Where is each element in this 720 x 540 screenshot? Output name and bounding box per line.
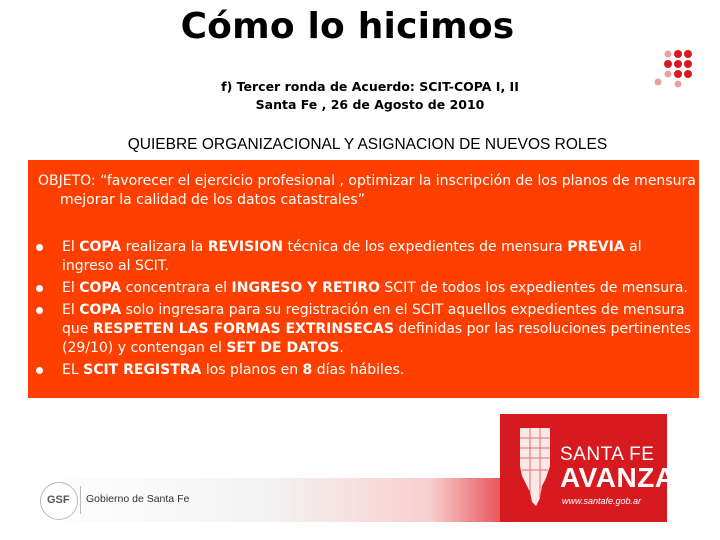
gobierno-label: Gobierno de Santa Fe bbox=[86, 493, 190, 505]
content-panel bbox=[28, 160, 709, 398]
bullet-text-segment: COPA bbox=[79, 239, 122, 255]
bullet-dot-icon bbox=[36, 244, 43, 251]
bullet-text-segment: EL bbox=[62, 362, 84, 378]
bullet-text-segment: definidas por las resoluciones pertinentes (29/10) y contengan el bbox=[62, 321, 691, 356]
objetivo-text: OBJETO: “favorecer el ejercicio profesional , optimizar la inscripción de los planos de mensura y mejorar la calidad de los datos catastrales” bbox=[38, 173, 709, 208]
santa-fe-avanza-logo bbox=[500, 414, 676, 522]
footer-divider bbox=[80, 486, 81, 514]
bullet-text-segment: . bbox=[339, 340, 344, 356]
bullet-text-segment: días hábiles. bbox=[312, 362, 405, 378]
gsf-emblem bbox=[40, 482, 78, 520]
bullet-text-segment: los planos en bbox=[201, 362, 303, 378]
bullet-dot-icon bbox=[36, 367, 43, 374]
bullet-text-segment: El bbox=[62, 239, 80, 255]
bullet-dot-icon bbox=[36, 307, 43, 314]
bullet-text-segment: SCIT de todos los expedientes de mensura. bbox=[379, 280, 688, 296]
bullet-text-segment: REVISION bbox=[207, 239, 284, 255]
bullet-text-segment: realizara la bbox=[121, 239, 208, 255]
bullet-text-segment: SCIT REGISTRA bbox=[83, 362, 202, 378]
bullet-text-segment: SET DE DATOS bbox=[226, 340, 340, 356]
page-title: Cómo lo hicimos bbox=[180, 6, 515, 47]
bullet-text-segment: 8 bbox=[302, 362, 313, 378]
brand-line-2: AVANZA bbox=[560, 462, 676, 493]
bullet-text-segment: El bbox=[62, 302, 80, 318]
bullet-item bbox=[36, 279, 692, 298]
bullet-text-segment: El bbox=[62, 280, 80, 296]
section-heading: QUIEBRE ORGANIZACIONAL Y ASIGNACION DE NUEVOS ROLES bbox=[127, 136, 608, 153]
brand-url: www.santafe.gob.ar bbox=[562, 496, 642, 506]
subtitle-line-2: Santa Fe , 26 de Agosto de 2010 bbox=[255, 97, 485, 112]
bullet-text-segment: técnica de los expedientes de mensura bbox=[283, 239, 568, 255]
subtitle-line-1: f) Tercer ronda de Acuerdo: SCIT-COPA I, II bbox=[221, 79, 519, 94]
dots-logo-icon bbox=[650, 48, 710, 98]
brand-line-1: SANTA FE bbox=[560, 444, 655, 465]
province-map-icon bbox=[516, 426, 554, 508]
bullet-text-segment: PREVIA bbox=[567, 239, 625, 255]
bullet-item bbox=[36, 361, 692, 380]
agreement-subtitle bbox=[200, 78, 540, 114]
bullet-text-segment: COPA bbox=[79, 302, 122, 318]
bullet-item bbox=[36, 238, 692, 276]
bullet-item bbox=[36, 301, 692, 358]
bullet-text-segment: concentrara el bbox=[121, 280, 232, 296]
bullet-text-segment: RESPETEN LAS FORMAS EXTRINSECAS bbox=[92, 321, 394, 337]
bullet-text-segment: solo ingresara para su registración en el SCIT aquellos expedientes de mensura que bbox=[62, 302, 685, 337]
gsf-emblem-text: GSF bbox=[47, 494, 70, 506]
bullet-text-segment: al ingreso al SCIT. bbox=[62, 239, 642, 274]
bullet-dot-icon bbox=[36, 285, 43, 292]
bullet-text-segment: COPA bbox=[79, 280, 122, 296]
bullet-list bbox=[36, 238, 692, 383]
bullet-text-segment: INGRESO Y RETIRO bbox=[231, 280, 380, 296]
